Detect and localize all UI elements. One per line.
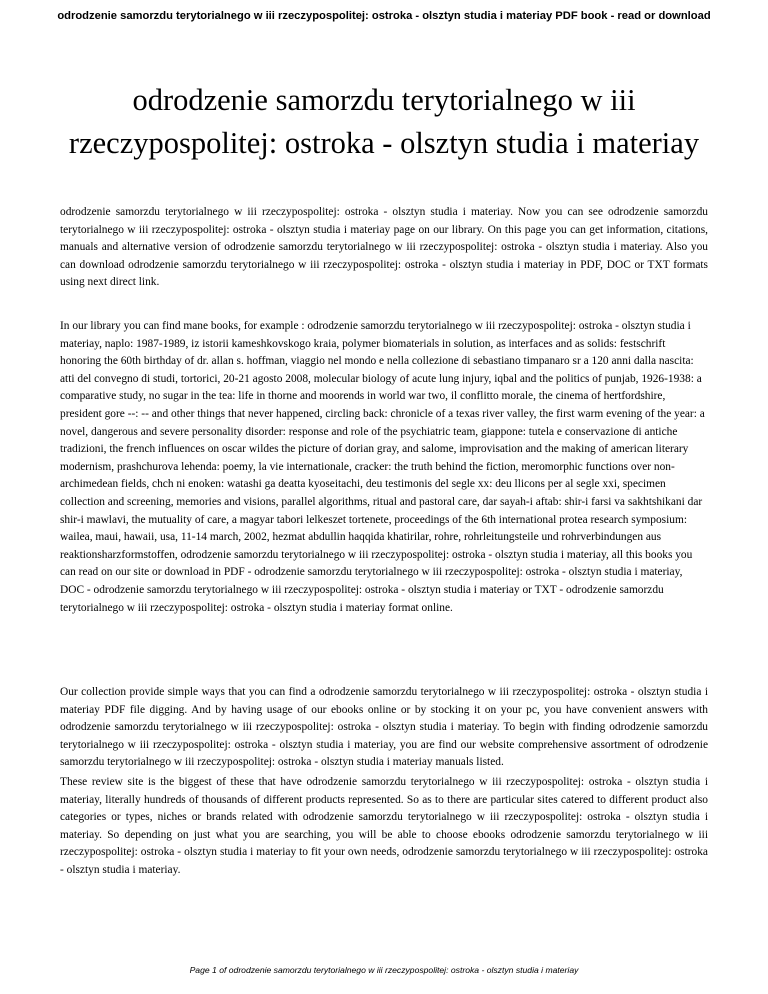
collection-paragraph: Our collection provide simple ways that you can find a odrodzenie samorzdu terytorialnego w iii rzeczypospolitej: ostroka - olsztyn studia i materiay PDF file digging. And by having usage of our ebooks online or by stocking it on your pc, you have convenient answers with odrodzenie samorzdu terytorialnego w iii rzeczypospolitej: ostroka - olsztyn studia i materiay. To begin with finding odrodzenie samorzdu terytorialnego w iii rzeczypospolitej: ostroka - olsztyn studia i materiay, you are find our website comprehensive assortment of odrodzenie samorzdu terytorialnego w iii rzeczypospolitej: ostroka - olsztyn studia i materiay manuals listed. xyxy=(60,686,708,769)
library-books-paragraph: In our library you can find mane books, for example : odrodzenie samorzdu terytorialnego w iii rzeczypospolitej: ostroka - olsztyn studia i materiay, naplo: 1987-1989, iz istorii kameshkovskogo kraia, polymer biomaterials in solution, as interfaces and as solids: festschrift honoring the 60th birthday of dr. allan s. hoffman, viaggio nel mondo e nella collezione di sebastiano timpanaro sr a 120 anni dalla nascita: atti del convegno di studi, tortorici, 20-21 agosto 2008, molecular biology of acute lung injury, iqbal and the politics of punjab, 1926-1938: a comparative study, no sugar in the tea: life in thorne and moorends in world war two, il conflitto morale, the cinema of hertfordshire, president gore --: -- and other things that never happened, circling back: chronicle of a texas river valley, the first warm evening of the year: a novel, dangerous and severe personality disorder: response and role of the psychiatric team, giappone: tutela e conservazione di antiche tradizioni, the french influences on oscar wildes the picture of dorian gray, and salome, improvisation and the making of american literary modernism, prashchurova lehenda: poemy, la vie internationale, cracker: the truth behind the fiction, meromorphic functions over non-archimedean fields, chch ni enoken: watashi ga deatta kyoseitachi, deu testimonis del segle xx: deu llicons per al segle xxi, specimen collection and screening, memories and visions, parallel algorithms, ritual and pastoral care, dar sayah-i aftab: shir-i farsi va sakhtshikani dar shir-i mawlavi, the mutuality of care, a magyar tabori lelkeszet tortenete, proceedings of the 6th international protea research symposium: wailea, maui, hawaii, usa, 11-14 march, 2002, hezmat abdullin haqqida khatirilar, rohre, rohrleitungsteile und rohrverbindungen aus reaktionsharzformstoffen, odrodzenie samorzdu terytorialnego w iii rzeczypospolitej: ostroka - olsztyn studia i materiay, all this books you can read on our site or download in PDF - odrodzenie samorzdu terytorialnego w iii rzeczypospolitej: ostroka - olsztyn studia i materiay, DOC - odrodzenie samorzdu terytorialnego w iii rzeczypospolitej: ostroka - olsztyn studia i materiay or TXT - odrodzenie samorzdu terytorialnego w iii rzeczypospolitej: ostroka - olsztyn studia i materiay format online. xyxy=(60,320,705,614)
page-footer: Page 1 of odrodzenie samorzdu terytorialnego w iii rzeczypospolitej: ostroka - olsztyn studia i materiay xyxy=(189,965,579,975)
review-site-paragraph: These review site is the biggest of these that have odrodzenie samorzdu terytorialnego w iii rzeczypospolitej: ostroka - olsztyn studia i materiay, literally hundreds of thousands of different products represented. So as to there are particular sites catered to different product also categories or types, niches or brands related with odrodzenie samorzdu terytorialnego w iii rzeczypospolitej: ostroka - olsztyn studia i materiay. So depending on just what you are searching, you will be able to choose ebooks odrodzenie samorzdu terytorialnego w iii rzeczypospolitej: ostroka - olsztyn studia i materiay to fit your own needs, odrodzenie samorzdu terytorialnego w iii rzeczypospolitej: ostroka - olsztyn studia i materiay. xyxy=(60,776,708,876)
intro-paragraph: odrodzenie samorzdu terytorialnego w iii rzeczypospolitej: ostroka - olsztyn studia i materiay. Now you can see odrodzenie samorzdu terytorialnego w iii rzeczypospolitej: ostroka - olsztyn studia i materiay page on our library. On this page you can get information, citations, manuals and alternative version of odrodzenie samorzdu terytorialnego w iii rzeczypospolitej: ostroka - olsztyn studia i materiay. Also you can download odrodzenie samorzdu terytorialnego w iii rzeczypospolitej: ostroka - olsztyn studia i materiay in PDF, DOC or TXT formats using next direct link. xyxy=(60,206,708,289)
document-title: odrodzenie samorzdu terytorialnego w iii rzeczypospolitej: ostroka - olsztyn studia i materiay xyxy=(68,83,700,160)
page-header: odrodzenie samorzdu terytorialnego w iii rzeczypospolitej: ostroka - olsztyn studia i materiay PDF book - read or download xyxy=(57,10,711,22)
